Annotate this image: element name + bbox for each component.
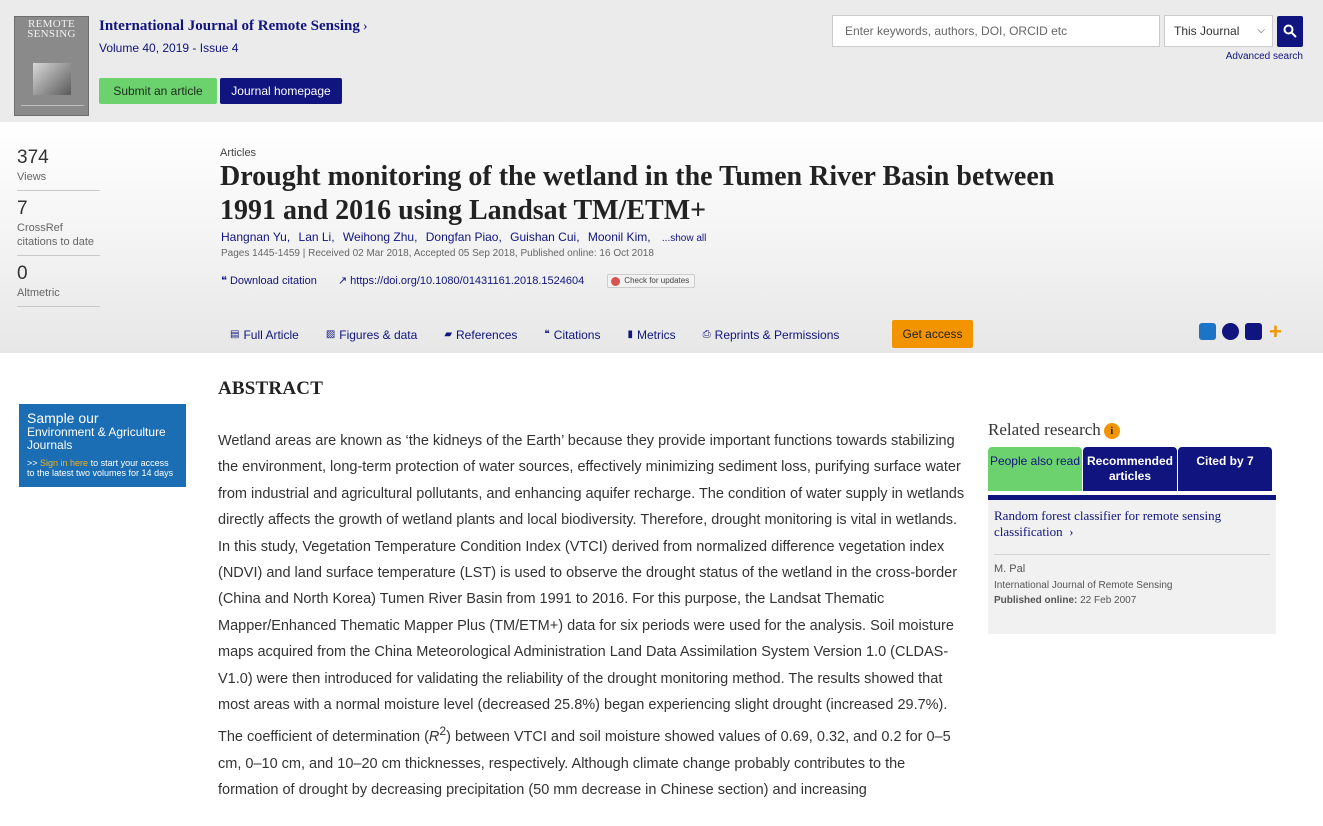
related-article-title-link[interactable]: Random forest classifier for remote sensing classification › <box>994 508 1222 539</box>
search-button[interactable] <box>1277 16 1303 47</box>
tab-figures-data[interactable]: ▨ Figures & data <box>325 327 418 342</box>
abstract-heading: ABSTRACT <box>218 378 324 399</box>
article-metrics <box>17 146 100 313</box>
crossmark-icon <box>611 277 620 286</box>
sample-journals-ad[interactable]: Sample our Environment & Agriculture Journals >> Sign in here to start your access to the latest two volumes for 14 days <box>19 404 186 487</box>
journal-title-link[interactable]: International Journal of Remote Sensing › <box>99 18 368 34</box>
chevron-right-icon: › <box>1065 524 1074 539</box>
plus-share-icon[interactable]: + <box>1269 319 1282 344</box>
author-link[interactable]: Moonil Kim, <box>587 230 651 244</box>
tab-people-also-read[interactable]: People also read <box>988 447 1082 491</box>
tab-references[interactable]: ▰ References <box>444 327 518 342</box>
author-link[interactable]: Dongfan Piao, <box>425 230 502 244</box>
author-link[interactable]: Lan Li, <box>298 230 335 244</box>
show-all-authors-link[interactable]: ...show all <box>661 233 707 244</box>
article-title: Drought monitoring of the wetland in the Tumen River Basin between 1991 and 2016 using Landsat TM/ETM+ <box>220 161 1055 226</box>
book-icon: ▰ <box>444 329 453 340</box>
related-article-journal: International Journal of Remote Sensing <box>994 580 1173 591</box>
metric-crossref: 7 CrossRef citations to date <box>17 197 100 256</box>
sign-in-link[interactable]: Sign in here <box>40 458 89 468</box>
related-article-author: M. Pal <box>994 563 1026 575</box>
tab-metrics[interactable]: ▮ Metrics <box>627 327 676 342</box>
image-icon: ▨ <box>325 329 336 340</box>
tab-citations[interactable]: ❝ Citations <box>544 327 601 342</box>
article-type: Articles <box>220 147 257 159</box>
download-citation-link[interactable]: ❝ Download citation <box>221 275 317 287</box>
check-for-updates-badge[interactable]: Check for updates <box>607 274 695 287</box>
facebook-icon[interactable] <box>1222 323 1239 340</box>
search-icon <box>1283 24 1297 38</box>
tab-recommended-articles[interactable]: Recommended articles <box>1083 447 1177 491</box>
article-tabs <box>230 321 866 348</box>
cover-title: REMOTE SENSING <box>27 18 76 40</box>
related-research-heading: Related research i <box>988 420 1120 440</box>
related-tabs <box>988 447 1273 491</box>
author-link[interactable]: Guishan Cui, <box>510 230 580 244</box>
abstract-text: Wetland areas are known as ‘the kidneys of the Earth’ because they provide important functions towards stabilizing the environment, long-term protection of water sources, effectively minimizing sediment loss, purifying surface water from industrial and agricultural pollutants, and enhancing aquifer recharge. The condition of water supply in wetlands directly affects the growth of wetland plants and local biodiversity. Therefore, drought monitoring is vital in wetlands. In this study, Vegetation Temperature Condition Index (VTCI) derived from normalized difference vegetation index (NDVI) and land surface temperature (LST) is used to observe the drought status of the wetland in the cross-border (China and North Korea) Tumen River Basin from 1991 to 2016. For this purpose, the Landsat Thematic Mapper/Enhanced Thematic Mapper Plus (TM/ETM+) data for six periods were used for the analysis. Soil moisture maps acquired from the China Meteorological Administration Land Data Assimilation System Version 1.0 (CLDAS-V1.0) were then introduced for validating the reliability of the drought monitoring method. The results showed that most areas with a normal moisture level (decreased 25.8%) began experiencing slight drought (increased 29.7%). The coefficient of determination $(R^2)$ between VTCI and soil moisture showed values of 0.69, 0.32, and 0.2 for 0–5 cm, 0–10 cm, and 10–20 cm thicknesses, respectively. Although climate change probably contributes to the formation of drought by decreasing precipitation (50 mm decrease in Chinese section) and increasing <box>218 433 965 799</box>
twitter-icon[interactable] <box>1199 323 1216 340</box>
author-link[interactable]: Weihong Zhu, <box>342 230 418 244</box>
author-list <box>221 230 706 244</box>
external-link-icon: ↗ <box>337 275 351 287</box>
quote-icon: ❝ <box>544 329 550 340</box>
search-input[interactable] <box>832 15 1160 47</box>
print-icon: ⎙ <box>702 329 711 340</box>
chevron-right-icon: › <box>362 19 368 34</box>
tab-cited-by[interactable]: Cited by 7 <box>1178 447 1272 491</box>
email-icon[interactable] <box>1245 323 1262 340</box>
journal-cover-image[interactable] <box>14 16 89 116</box>
quote-icon: ❝ <box>221 275 230 287</box>
advanced-search-link[interactable]: Advanced search <box>1225 51 1303 62</box>
get-access-button[interactable]: Get access <box>892 320 973 348</box>
metric-views: 374 Views <box>17 146 100 191</box>
citation-links <box>221 274 695 288</box>
document-icon: ▤ <box>230 329 240 340</box>
info-icon[interactable]: i <box>1104 423 1120 439</box>
metric-altmetric[interactable]: 0 Altmetric <box>17 262 100 307</box>
bar-chart-icon: ▮ <box>627 329 633 340</box>
related-article-card <box>988 500 1276 634</box>
journal-homepage-button[interactable]: Journal homepage <box>220 78 342 104</box>
doi-link[interactable]: ↗ https://doi.org/10.1080/01431161.2018.1524604 <box>337 275 585 287</box>
author-link[interactable]: Hangnan Yu, <box>221 230 291 244</box>
share-bar <box>1199 319 1282 344</box>
search-scope-select[interactable]: This Journal ⌵ <box>1164 15 1273 47</box>
tab-full-article[interactable]: ▤ Full Article <box>230 327 299 342</box>
related-article-published: Published online: 22 Feb 2007 <box>994 595 1137 606</box>
volume-issue-link[interactable]: Volume 40, 2019 - Issue 4 <box>99 41 239 55</box>
chevron-down-icon: ⌵ <box>1257 25 1265 36</box>
submit-article-button[interactable]: Submit an article <box>99 78 217 104</box>
tab-reprints-permissions[interactable]: ⎙ Reprints & Permissions <box>702 327 840 342</box>
publication-dates: Pages 1445-1459 | Received 02 Mar 2018, Accepted 05 Sep 2018, Published online: 16 Oct 2018 <box>221 248 654 259</box>
